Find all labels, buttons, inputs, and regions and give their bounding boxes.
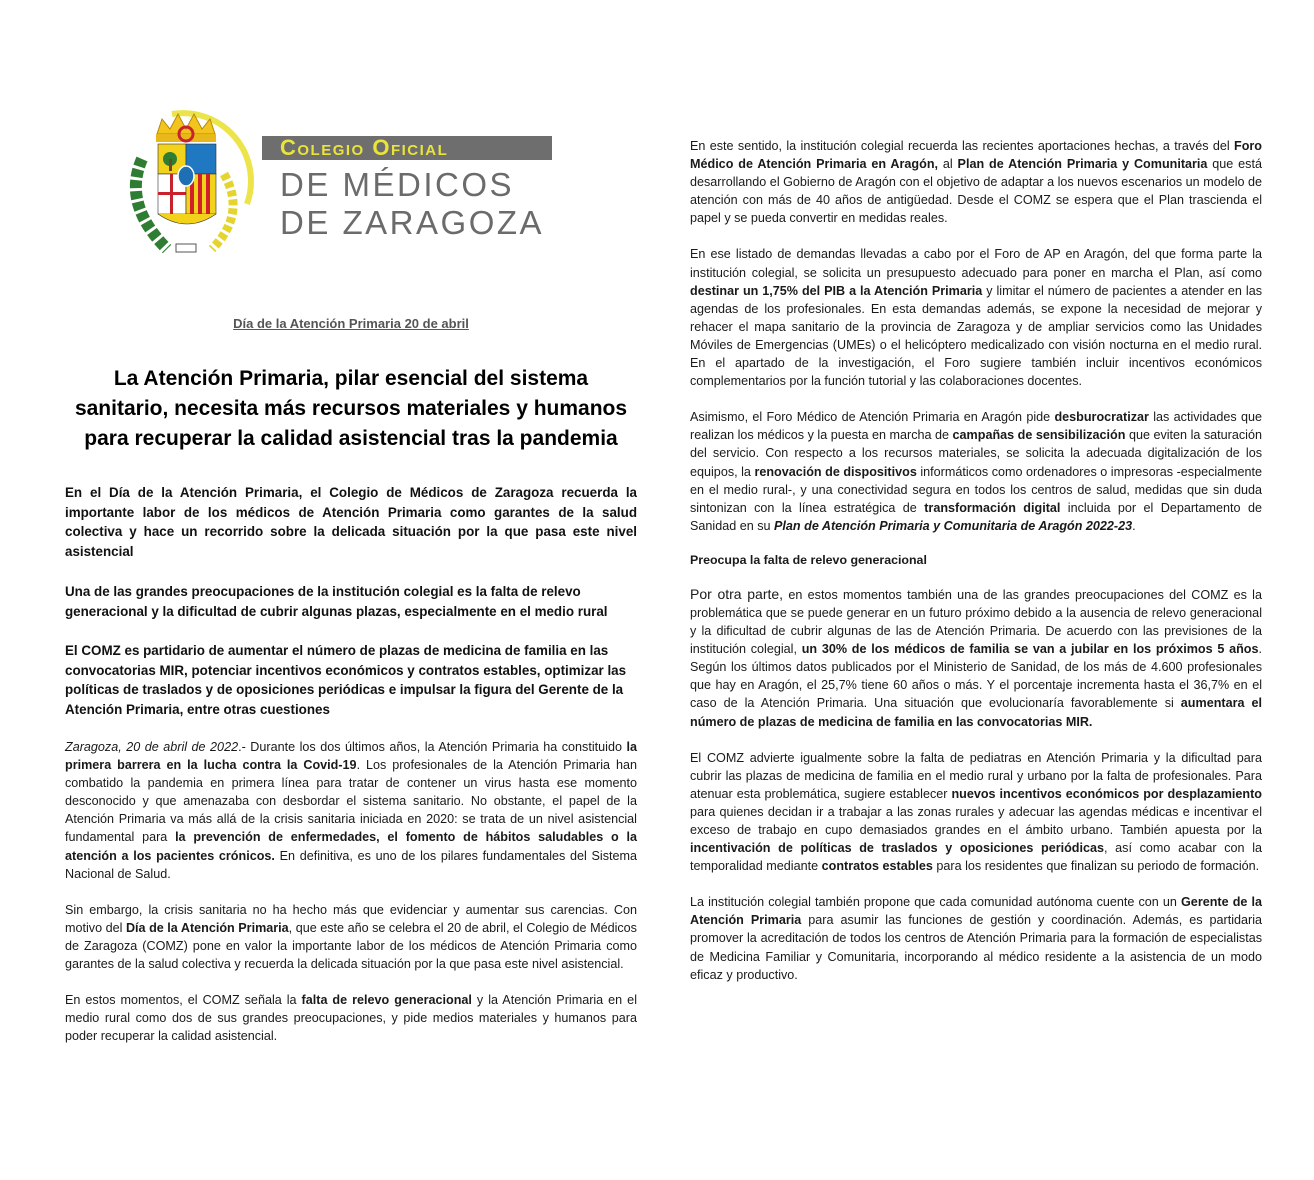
body-paragraph: Asimismo, el Foro Médico de Atención Primaria en Aragón pide desburocratizar las actividades que realizan los médicos y la puesta en marcha de campañas de sensibilización que eviten la saturación del servicio. Con respecto a los recursos materiales, se solicita la adecuada digitalización de los equipos, la renovación de dispositivos informáticos como ordenadores o impresoras -especialmente en el medio rural-, y una conectividad segura en todos los centros de salud, medidas que sin duda sintonizan con la línea estratégica de transformación digital incluida por el Departamento de Sanidad en su Plan de Atención Primaria y Comunitaria de Aragón 2022-23. [690, 410, 1262, 533]
body-paragraph: La institución colegial también propone que cada comunidad autónoma cuente con un Gerente de la Atención Primaria para asumir las funciones de gestión y coordinación. Además, es partidaria promover la acreditación de todos los centros de Atención Primaria para la formación de especialistas de Medicina Familiar y Comunitaria, incorporando al médico residente a la asistencia de un modo eficaz y productivo. [690, 895, 1263, 982]
coat-of-arms-icon [112, 104, 262, 264]
headline-line: sanitario, necesita más recursos materiales y humanos [74, 397, 628, 420]
lead-paragraph: El COMZ es partidario de aumentar el número de plazas de medicina de familia en las convocatorias MIR, potenciar incentivos económicos y contratos estables, optimizar las políticas de traslados y de oposiciones periódicas e impulsar la figura del Gerente de la Atención Primaria, entre otras cuestiones [65, 643, 627, 717]
lead-paragraph: En el Día de la Atención Primaria, el Colegio de Médicos de Zaragoza recuerda la importante labor de los médicos de Atención Primaria como garantes de la salud colectiva y hace un recorrido sobre la delicada situación por la que pasa este nivel asistencial [65, 485, 637, 559]
body-paragraph: El COMZ advierte igualmente sobre la falta de pediatras en Atención Primaria y la dificultad para cubrir las plazas de medicina de familia en el medio rural y urbano por la falta de profesionales. Para atenuar esta problemática, sugiere establecer nuevos incentivos económicos por desplazamiento para quienes decidan ir a trabajar a las zonas rurales y adecuar las agendas médicas e incentivar el exceso de trabajo en cupo demasiados grandes en el ámbito urbano. También apuesta por la incentivación de políticas de traslados y oposiciones periódicas, así como acabar con la temporalidad mediante contratos estables para los residentes que finalizan su periodo de formación. [690, 750, 1262, 874]
kicker: Día de la Atención Primaria 20 de abril [233, 316, 469, 331]
logo-line-1: Colegio Oficial [280, 135, 449, 160]
lead-paragraph: Una de las grandes preocupaciones de la institución colegial es la falta de relevo generacional y la dificultad de cubrir algunas plazas, especialmente en el medio rural [65, 584, 608, 619]
left-body [65, 738, 637, 1063]
logo-line-3: DE ZARAGOZA [280, 204, 545, 241]
body-paragraph: Zaragoza, 20 de abril de 2022.- Durante los dos últimos años, la Atención Primaria ha constituido la primera barrera en la lucha contra la Covid-19. Los profesionales de la Atención Primaria han combatido la pandemia en primera línea para tratar de contener un virus hasta ese momento desconocido y que amenazaba con desbordar el sistema sanitario. No obstante, el papel de la Atención Primaria va más allá de la crisis sanitaria iniciada en 2020: se trata de un nivel asistencial fundamental para la prevención de enfermedades, el fomento de hábitos saludables o la atención a los pacientes crónicos. En definitiva, es uno de los pilares fundamentales del Sistema Nacional de Salud. [65, 740, 638, 881]
body-paragraph: En estos momentos, el COMZ señala la falta de relevo generacional y la Atención Primaria en el medio rural como dos de sus grandes preocupaciones, y pide medios materiales y humanos para poder recuperar la calidad asistencial. [65, 993, 637, 1044]
headline-line: La Atención Primaria, pilar esencial del sistema [113, 367, 589, 390]
section-subheading: Preocupa la falta de relevo generacional [690, 552, 927, 567]
body-paragraph: Por otra parte, en estos momentos también una de las grandes preocupaciones del COMZ es la problemática que se puede generar en un futuro próximo debido a la ausencia de relevo generacional y la dificultad de cubrir algunas de las de Atención Primaria. De acuerdo con las previsiones de la institución colegial, un 30% de los médicos de familia se van a jubilar en los próximos 5 años. Según los últimos datos publicados por el Ministerio de Sanidad, de los más de 4.600 profesionales que hay en Aragón, el 25,7% tiene 60 años o más. Y el porcentaje incrementa hasta el 36,7% en el caso de la Atención Primaria. Una situación que evolucionaría favorablemente si aumentara el número de plazas de medicina de familia en las convocatorias MIR. [690, 585, 1262, 729]
comz-logo [112, 104, 560, 264]
body-paragraph: Sin embargo, la crisis sanitaria no ha hecho más que evidenciar y aumentar sus carencias. Con motivo del Día de la Atención Primaria, que este año se celebra el 20 de abril, el Colegio de Médicos de Zaragoza (COMZ) pone en valor la importante labor de los médicos de Atención Primaria como garantes de la salud colectiva y recuerda la delicada situación por la que pasa este nivel asistencial. [65, 902, 637, 972]
body-paragraph: En este sentido, la institución colegial recuerda las recientes aportaciones hechas, a través del Foro Médico de Atención Primaria en Aragón, al Plan de Atención Primaria y Comunitaria que está desarrollando el Gobierno de Aragón con el objetivo de adaptar a los nuevos escenarios un modelo de atención con más de 40 años de antigüedad. Desde el COMZ se espera que el Plan trascienda el papel y se pueda convertir en medidas reales. [690, 139, 1263, 226]
body-paragraph: En ese listado de demandas llevadas a cabo por el Foro de AP en Aragón, del que forma parte la institución colegial, se solicita un presupuesto adecuado para poner en marcha el Plan, así como destinar un 1,75% del PIB a la Atención Primaria y limitar el número de pacientes a atender en las agendas de los profesionales. En esta demandas además, se expone la necesidad de mejorar y rehacer el mapa sanitario de la provincia de Zaragoza y de ampliar servicios como las Unidades Móviles de Emergencias (UMEs) o el helicóptero medicalizado con visión nocturna en el medio rural. En el apartado de la investigación, el Foro sugiere también incluir incentivos económicos complementarios por la función tutorial y las colaboraciones docentes. [690, 247, 1262, 389]
logo-line-2: DE MÉDICOS [280, 166, 515, 203]
right-body [690, 137, 1262, 1002]
dateline: Zaragoza, 20 de abril de 2022 [65, 740, 239, 754]
headline-line: para recuperar la calidad asistencial tras la pandemia [84, 427, 618, 450]
headline [65, 364, 637, 454]
